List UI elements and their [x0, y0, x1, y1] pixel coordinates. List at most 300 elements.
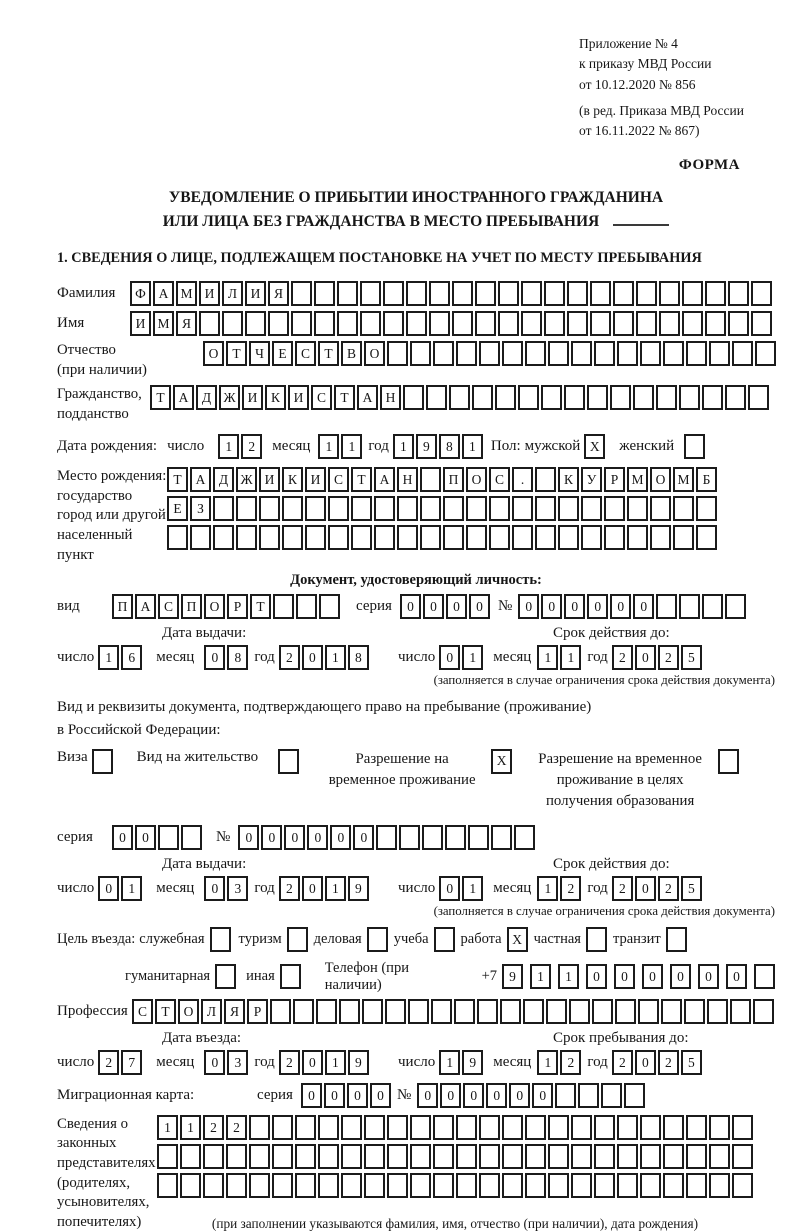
- char-box: [468, 825, 489, 850]
- day-label: число: [398, 879, 436, 896]
- char-box: [705, 281, 726, 306]
- title-blank-underline: [613, 224, 669, 226]
- char-box: И: [242, 385, 263, 410]
- char-box: [387, 341, 408, 366]
- char-box: [610, 385, 631, 410]
- mc-series-boxes: [301, 1083, 391, 1108]
- char-box: [454, 999, 475, 1024]
- char-box: [296, 594, 317, 619]
- representatives-label1: Сведения о: [57, 1115, 128, 1132]
- char-box: Л: [222, 281, 243, 306]
- char-box: [753, 999, 774, 1024]
- char-box: 0: [446, 594, 467, 619]
- char-box: [525, 341, 546, 366]
- char-box: [293, 999, 314, 1024]
- id-number-boxes: [518, 594, 746, 619]
- char-box: [659, 281, 680, 306]
- month-label: месяц: [272, 438, 311, 455]
- char-box: [295, 1144, 316, 1169]
- char-box: 0: [726, 964, 747, 989]
- year-label: год: [254, 879, 275, 896]
- char-box: 2: [658, 1050, 679, 1075]
- char-box: [679, 385, 700, 410]
- char-box: Д: [196, 385, 217, 410]
- section1-heading: 1. СВЕДЕНИЯ О ЛИЦЕ, ПОДЛЕЖАЩЕМ ПОСТАНОВКЕ НА УЧЕТ ПО МЕСТУ ПРЕБЫВАНИЯ: [57, 250, 702, 267]
- char-box: 0: [532, 1083, 553, 1108]
- char-box: [604, 496, 625, 521]
- char-box: [627, 525, 648, 550]
- char-box: 0: [347, 1083, 368, 1108]
- char-box: И: [288, 385, 309, 410]
- char-box: [590, 281, 611, 306]
- char-box: 0: [518, 594, 539, 619]
- rvp-valid-day-boxes: [439, 876, 483, 901]
- char-box: [535, 467, 556, 492]
- char-box: А: [135, 594, 156, 619]
- char-box: [705, 311, 726, 336]
- char-box: [272, 1173, 293, 1198]
- char-box: [502, 341, 523, 366]
- entry-date-label: Дата въезда:: [162, 1029, 242, 1046]
- birth-place-label3: город или другой: [57, 507, 166, 524]
- id-issue-month-boxes: [204, 645, 248, 670]
- entry-day-boxes: [98, 1050, 142, 1075]
- char-box: [429, 311, 450, 336]
- year-label: год: [368, 438, 389, 455]
- form-title-line2: ИЛИ ЛИЦА БЕЗ ГРАЖДАНСТВА В МЕСТО ПРЕБЫВАНИЯ: [162, 213, 600, 231]
- char-box: [466, 525, 487, 550]
- char-box: [498, 311, 519, 336]
- char-box: [663, 341, 684, 366]
- char-box: [696, 525, 717, 550]
- rvp-valid-year-boxes: [612, 876, 702, 901]
- stay-doc-line1: Вид и реквизиты документа, подтверждающего право на пребывание (проживание): [57, 699, 592, 716]
- purpose-humanitarian-checkbox: [210, 964, 236, 989]
- char-box: 1: [325, 1050, 346, 1075]
- stay-doc-type-row: [57, 749, 775, 813]
- char-box: [364, 1115, 385, 1140]
- char-box: 0: [204, 645, 225, 670]
- char-box: [364, 1173, 385, 1198]
- char-box: [268, 311, 289, 336]
- rvp-valid-until-label: Срок действия до:: [553, 855, 670, 872]
- char-box: Ф: [130, 281, 151, 306]
- char-box: 0: [439, 645, 460, 670]
- char-box: В: [341, 341, 362, 366]
- char-box: [406, 311, 427, 336]
- char-box: [548, 1115, 569, 1140]
- char-box: [624, 1083, 645, 1108]
- char-box: 7: [121, 1050, 142, 1075]
- char-box: 1: [157, 1115, 178, 1140]
- char-box: 1: [462, 876, 483, 901]
- char-box: X: [491, 749, 512, 774]
- stay-day-boxes: [439, 1050, 483, 1075]
- char-box: Т: [334, 385, 355, 410]
- char-box: [673, 525, 694, 550]
- purpose-tourism-checkbox: [282, 927, 308, 952]
- birth-date-label: Дата рождения:: [57, 438, 158, 455]
- purpose-study-label: учеба: [393, 930, 429, 947]
- char-box: [387, 1115, 408, 1140]
- char-box: [479, 1173, 500, 1198]
- char-box: [456, 1115, 477, 1140]
- char-box: [617, 341, 638, 366]
- char-box: [295, 1115, 316, 1140]
- validity-note: (заполняется в случае ограничения срока действия документа): [433, 903, 775, 918]
- char-box: [385, 999, 406, 1024]
- char-box: [636, 311, 657, 336]
- char-box: [328, 525, 349, 550]
- char-box: [518, 385, 539, 410]
- representatives-label2: законных: [57, 1135, 117, 1152]
- char-box: [367, 927, 388, 952]
- char-box: Н: [380, 385, 401, 410]
- char-box: 1: [537, 876, 558, 901]
- char-box: [318, 1173, 339, 1198]
- char-box: М: [673, 467, 694, 492]
- char-box: М: [627, 467, 648, 492]
- rvp-issue-date-label: Дата выдачи:: [162, 855, 247, 872]
- char-box: 1: [439, 1050, 460, 1075]
- char-box: [725, 385, 746, 410]
- char-box: 1: [393, 434, 414, 459]
- char-box: 9: [502, 964, 523, 989]
- char-box: [587, 385, 608, 410]
- char-box: [410, 1115, 431, 1140]
- char-box: [456, 1144, 477, 1169]
- char-box: 2: [560, 876, 581, 901]
- char-box: Т: [150, 385, 171, 410]
- char-box: [167, 525, 188, 550]
- char-box: 2: [560, 1050, 581, 1075]
- char-box: 0: [587, 594, 608, 619]
- representatives-label5: усыновителях,: [57, 1194, 150, 1211]
- char-box: [318, 1115, 339, 1140]
- char-box: Я: [176, 311, 197, 336]
- char-box: [686, 1173, 707, 1198]
- char-box: [222, 311, 243, 336]
- char-box: [684, 434, 705, 459]
- char-box: [245, 311, 266, 336]
- forma-label: ФОРМА: [678, 157, 740, 174]
- char-box: [213, 525, 234, 550]
- purpose-private-label: частная: [533, 930, 581, 947]
- char-box: Б: [696, 467, 717, 492]
- char-box: Р: [604, 467, 625, 492]
- purpose-transit-label: транзит: [612, 930, 661, 947]
- char-box: [215, 964, 236, 989]
- char-box: [502, 1144, 523, 1169]
- char-box: 0: [698, 964, 719, 989]
- char-box: [203, 1144, 224, 1169]
- representatives-label6: попечителях): [57, 1213, 142, 1230]
- patronymic-label: Отчество: [57, 342, 116, 359]
- char-box: 1: [98, 645, 119, 670]
- char-box: [431, 999, 452, 1024]
- name-boxes: [130, 311, 772, 336]
- char-box: 2: [98, 1050, 119, 1075]
- birth-day-boxes: [218, 434, 262, 459]
- char-box: [521, 281, 542, 306]
- char-box: С: [311, 385, 332, 410]
- char-box: [684, 999, 705, 1024]
- sex-label: Пол:: [490, 438, 521, 455]
- char-box: 0: [238, 825, 259, 850]
- char-box: [686, 1115, 707, 1140]
- char-box: .: [512, 467, 533, 492]
- char-box: [489, 496, 510, 521]
- char-box: [725, 594, 746, 619]
- char-box: [387, 1173, 408, 1198]
- char-box: 0: [642, 964, 663, 989]
- char-box: 0: [112, 825, 133, 850]
- char-box: [718, 749, 739, 774]
- char-box: [408, 999, 429, 1024]
- temp-residence-checkbox: [491, 749, 512, 774]
- char-box: [236, 496, 257, 521]
- char-box: [259, 525, 280, 550]
- sex-female-label: женский: [619, 438, 675, 455]
- char-box: [316, 999, 337, 1024]
- char-box: [203, 1173, 224, 1198]
- char-box: 0: [463, 1083, 484, 1108]
- char-box: 0: [633, 594, 654, 619]
- year-label: год: [587, 1053, 608, 1070]
- char-box: А: [153, 281, 174, 306]
- char-box: 5: [681, 645, 702, 670]
- purpose-other-label: иная: [246, 968, 275, 985]
- char-box: Е: [272, 341, 293, 366]
- char-box: Т: [318, 341, 339, 366]
- stay-doc-line2: в Российской Федерации:: [57, 722, 221, 739]
- char-box: И: [245, 281, 266, 306]
- migration-card-label: Миграционная карта:: [57, 1086, 195, 1103]
- char-box: [376, 825, 397, 850]
- citizenship-row: [57, 385, 775, 424]
- rvp-series-boxes: [112, 825, 202, 850]
- month-label: месяц: [156, 1053, 195, 1070]
- char-box: [656, 594, 677, 619]
- char-box: [535, 525, 556, 550]
- char-box: [613, 281, 634, 306]
- char-box: [475, 311, 496, 336]
- char-box: [272, 1115, 293, 1140]
- char-box: [272, 1144, 293, 1169]
- purpose-business-label: деловая: [313, 930, 362, 947]
- char-box: [682, 281, 703, 306]
- char-box: [702, 385, 723, 410]
- purpose-official-label: служебная: [139, 930, 205, 947]
- id-doc-heading: Документ, удостоверяющий личность:: [290, 572, 542, 589]
- month-label: месяц: [156, 649, 195, 666]
- year-label: год: [587, 649, 608, 666]
- char-box: О: [466, 467, 487, 492]
- char-box: Р: [247, 999, 268, 1024]
- id-issue-year-boxes: [279, 645, 369, 670]
- char-box: [594, 1173, 615, 1198]
- doc-type-label: вид: [57, 598, 80, 615]
- char-box: А: [173, 385, 194, 410]
- char-box: 1: [537, 645, 558, 670]
- char-box: 0: [400, 594, 421, 619]
- char-box: [709, 1173, 730, 1198]
- phone-prefix: +7: [481, 968, 497, 985]
- char-box: К: [558, 467, 579, 492]
- char-box: [374, 525, 395, 550]
- char-box: [433, 1144, 454, 1169]
- char-box: [249, 1173, 270, 1198]
- char-box: [406, 281, 427, 306]
- char-box: [590, 311, 611, 336]
- char-box: Т: [167, 467, 188, 492]
- char-box: 1: [558, 964, 579, 989]
- doc-type-boxes: [112, 594, 340, 619]
- char-box: [498, 281, 519, 306]
- char-box: 2: [279, 645, 300, 670]
- char-box: [362, 999, 383, 1024]
- char-box: 1: [560, 645, 581, 670]
- char-box: [707, 999, 728, 1024]
- char-box: А: [357, 385, 378, 410]
- char-box: И: [130, 311, 151, 336]
- char-box: [360, 281, 381, 306]
- residence-permit-checkbox: [278, 749, 299, 774]
- char-box: [456, 341, 477, 366]
- form-title: [57, 186, 775, 234]
- char-box: 2: [226, 1115, 247, 1140]
- char-box: [181, 825, 202, 850]
- char-box: [666, 927, 687, 952]
- char-box: [403, 385, 424, 410]
- char-box: 0: [423, 594, 444, 619]
- char-box: С: [132, 999, 153, 1024]
- char-box: 2: [279, 876, 300, 901]
- char-box: [443, 525, 464, 550]
- char-box: [249, 1115, 270, 1140]
- representatives-boxes-row1: [157, 1115, 753, 1140]
- year-label: год: [587, 879, 608, 896]
- entry-purpose-label: Цель въезда:: [57, 930, 136, 947]
- char-box: 0: [204, 1050, 225, 1075]
- stay-doc-series-row: [57, 825, 775, 850]
- char-box: 8: [439, 434, 460, 459]
- id-valid-year-boxes: [612, 645, 702, 670]
- stay-until-label: Срок пребывания до:: [553, 1029, 689, 1046]
- appendix-line: от 10.12.2020 № 856: [579, 76, 696, 92]
- representatives-label4: (родителях,: [57, 1174, 131, 1191]
- char-box: [314, 281, 335, 306]
- day-label: число: [57, 879, 95, 896]
- char-box: [199, 311, 220, 336]
- char-box: [656, 385, 677, 410]
- char-box: 9: [348, 1050, 369, 1075]
- char-box: [259, 496, 280, 521]
- char-box: [249, 1144, 270, 1169]
- char-box: 8: [348, 645, 369, 670]
- char-box: [318, 1144, 339, 1169]
- birth-place-row: [57, 467, 775, 565]
- char-box: Р: [227, 594, 248, 619]
- char-box: [581, 525, 602, 550]
- char-box: А: [374, 467, 395, 492]
- amendment-line: (в ред. Приказа МВД России: [579, 102, 744, 118]
- char-box: [479, 1115, 500, 1140]
- char-box: [571, 1144, 592, 1169]
- char-box: [360, 311, 381, 336]
- char-box: 1: [318, 434, 339, 459]
- char-box: [397, 496, 418, 521]
- char-box: [280, 964, 301, 989]
- char-box: С: [489, 467, 510, 492]
- purpose-business-checkbox: [362, 927, 388, 952]
- char-box: Д: [213, 467, 234, 492]
- char-box: [594, 1144, 615, 1169]
- char-box: [650, 496, 671, 521]
- day-label: число: [57, 1053, 95, 1070]
- char-box: [339, 999, 360, 1024]
- char-box: 2: [658, 876, 679, 901]
- char-box: [500, 999, 521, 1024]
- char-box: П: [112, 594, 133, 619]
- char-box: 0: [330, 825, 351, 850]
- char-box: [525, 1144, 546, 1169]
- char-box: [282, 496, 303, 521]
- purpose-work-label: работа: [460, 930, 502, 947]
- char-box: [383, 281, 404, 306]
- char-box: [452, 281, 473, 306]
- char-box: [709, 1144, 730, 1169]
- char-box: [548, 1173, 569, 1198]
- char-box: 9: [462, 1050, 483, 1075]
- char-box: 1: [325, 876, 346, 901]
- rvp-series-label: серия: [57, 828, 93, 845]
- stay-year-boxes: [612, 1050, 702, 1075]
- char-box: 0: [261, 825, 282, 850]
- char-box: 0: [98, 876, 119, 901]
- char-box: [410, 1173, 431, 1198]
- char-box: [615, 999, 636, 1024]
- char-box: [341, 1115, 362, 1140]
- id-doc-row: [57, 594, 775, 619]
- char-box: [433, 1173, 454, 1198]
- representatives-note: (при заполнении указываются фамилия, имя, отчество (при наличии), дата рождения): [211, 1215, 699, 1231]
- purpose-work-checkbox: [502, 927, 528, 952]
- char-box: [748, 385, 769, 410]
- char-box: [535, 496, 556, 521]
- entry-month-boxes: [204, 1050, 248, 1075]
- char-box: [443, 496, 464, 521]
- char-box: [422, 825, 443, 850]
- char-box: 2: [241, 434, 262, 459]
- char-box: [364, 1144, 385, 1169]
- char-box: [732, 1144, 753, 1169]
- char-box: О: [650, 467, 671, 492]
- char-box: [180, 1173, 201, 1198]
- char-box: [696, 496, 717, 521]
- char-box: Н: [397, 467, 418, 492]
- char-box: П: [443, 467, 464, 492]
- stay-doc-dates: [57, 856, 775, 919]
- stay-month-boxes: [537, 1050, 581, 1075]
- char-box: [433, 341, 454, 366]
- char-box: [475, 281, 496, 306]
- representatives-row: [57, 1115, 775, 1232]
- char-box: 1: [530, 964, 551, 989]
- char-box: [679, 594, 700, 619]
- appendix-line: к приказу МВД России: [579, 56, 712, 72]
- rvp-number-label: №: [216, 828, 231, 845]
